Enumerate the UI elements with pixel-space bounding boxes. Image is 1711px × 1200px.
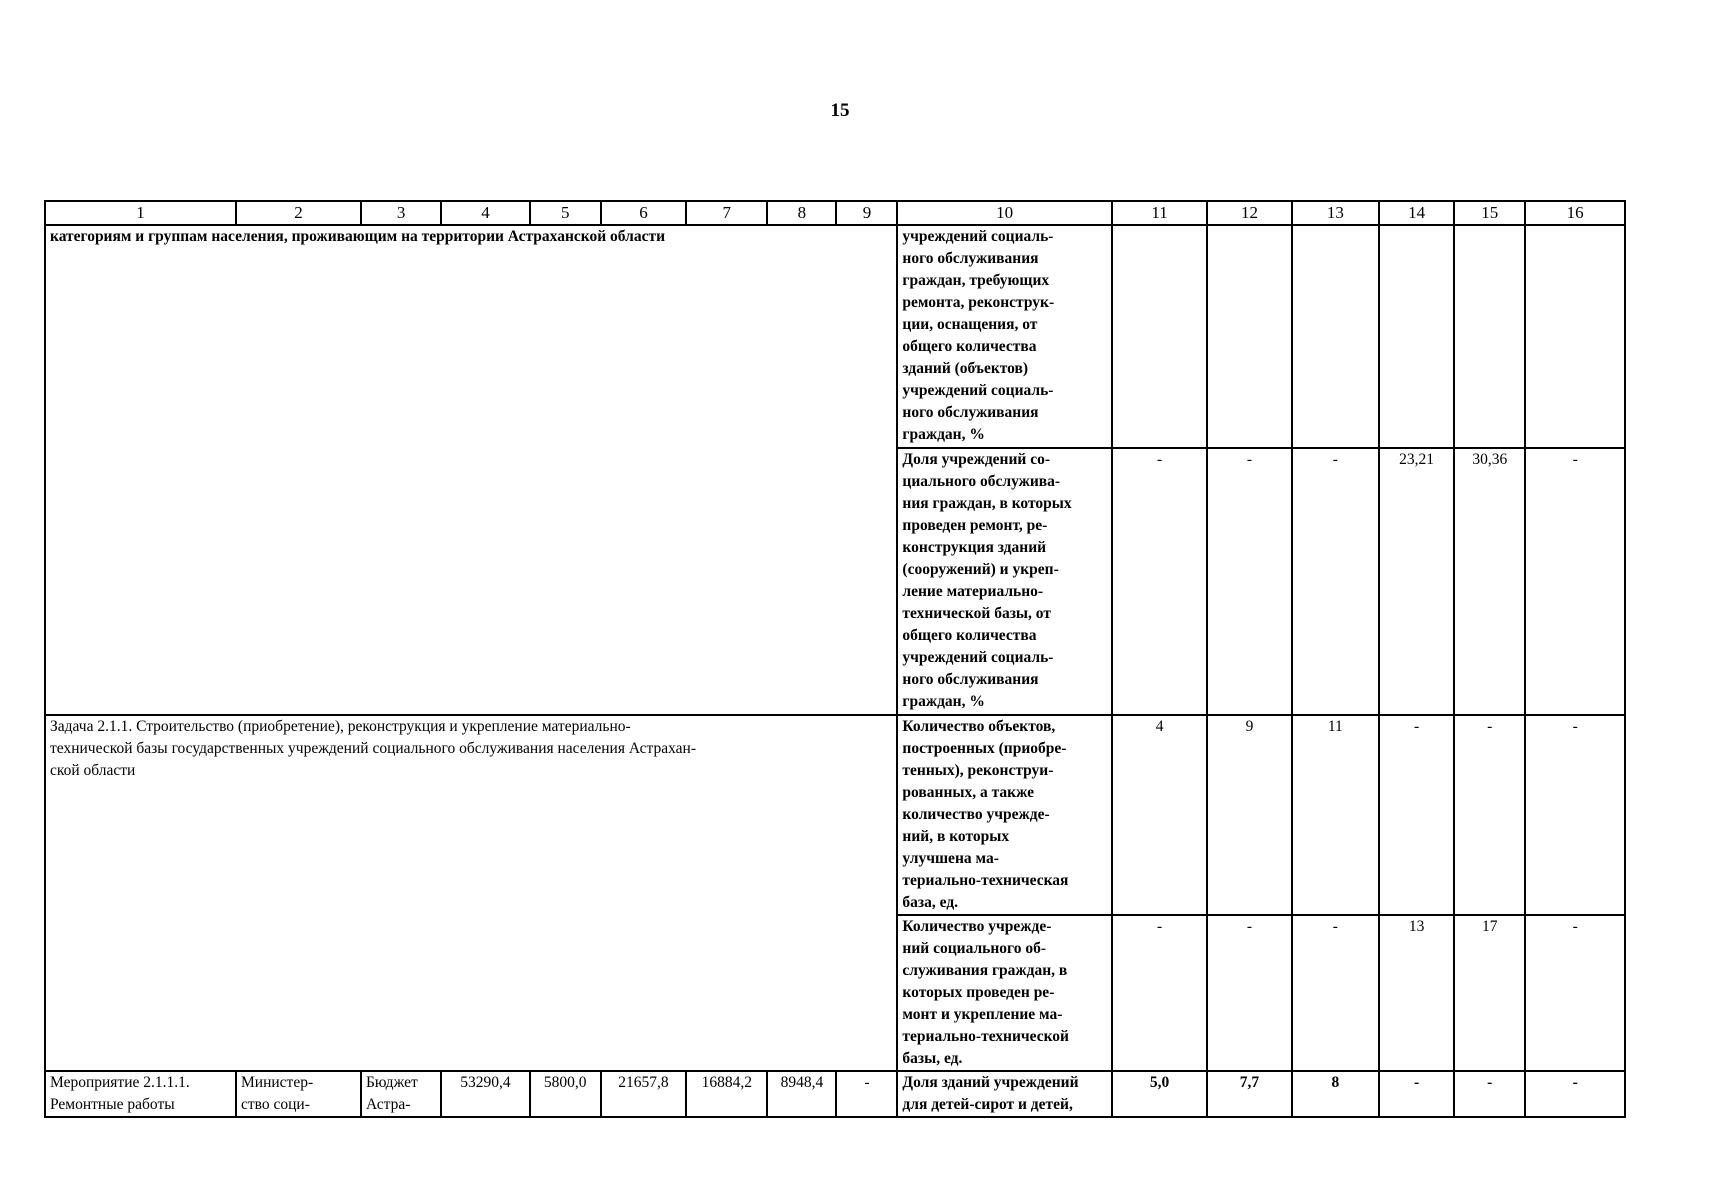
indicator-value: 4: [1112, 715, 1208, 915]
column-header: 3: [361, 201, 441, 225]
indicator-value: [1112, 225, 1208, 448]
indicator-value: -: [1292, 448, 1379, 715]
indicator-text: Количество учрежде- ний социального об- служивания граждан, в которых проведен ре- монт и укрепление ма- териально-технической базы, ед.: [897, 915, 1111, 1071]
indicator-value: [1454, 225, 1525, 448]
column-header: 14: [1379, 201, 1454, 225]
column-header: 11: [1112, 201, 1208, 225]
column-header: 5: [530, 201, 601, 225]
indicator-text: учреждений социаль- ного обслуживания граждан, требующих ремонта, реконструк- ции, оснащения, от общего количества зданий (объектов) учреждений социаль- ного обслуживания граждан, %: [897, 225, 1111, 448]
page-number: 15: [830, 100, 850, 121]
column-header: 13: [1292, 201, 1379, 225]
activity-amount: 16884,2: [686, 1071, 767, 1117]
indicator-value: -: [1525, 715, 1625, 915]
column-header: 16: [1525, 201, 1625, 225]
indicator-text: Количество объектов, построенных (приобре- тенных), реконструи- рованных, а также количество учрежде- ний, в которых улучшена ма- териально-техническая база, ед.: [897, 715, 1111, 915]
indicator-value: [1207, 225, 1291, 448]
indicator-value: -: [1112, 915, 1208, 1071]
activity-amount: 21657,8: [601, 1071, 686, 1117]
indicator-value: 13: [1379, 915, 1454, 1071]
indicator-value: -: [1207, 448, 1291, 715]
column-header: 2: [236, 201, 361, 225]
table-row-activity: [45, 1071, 1625, 1117]
indicator-value: -: [1379, 715, 1454, 915]
indicator-value: 9: [1207, 715, 1291, 915]
indicator-value: -: [1292, 915, 1379, 1071]
activity-amount: -: [836, 1071, 897, 1117]
activity-executor: Министер- ство соци-: [236, 1071, 361, 1117]
indicator-value: -: [1379, 1071, 1454, 1117]
activity-amount: 53290,4: [441, 1071, 529, 1117]
indicator-value: [1525, 225, 1625, 448]
program-table: [44, 200, 1626, 1118]
indicator-value: -: [1454, 1071, 1525, 1117]
indicator-value: -: [1112, 448, 1208, 715]
activity-name: Мероприятие 2.1.1.1. Ремонтные работы: [45, 1071, 236, 1117]
activity-funding-source: Бюджет Астра-: [361, 1071, 441, 1117]
column-header: 8: [767, 201, 836, 225]
column-header: 4: [441, 201, 529, 225]
indicator-value: 5,0: [1112, 1071, 1208, 1117]
indicator-value: 23,21: [1379, 448, 1454, 715]
indicator-value: -: [1454, 715, 1525, 915]
activity-amount: 5800,0: [530, 1071, 601, 1117]
column-header: 10: [897, 201, 1111, 225]
indicator-text: Доля зданий учреждений для детей-сирот и детей,: [897, 1071, 1111, 1117]
column-header: 7: [686, 201, 767, 225]
indicator-value: 30,36: [1454, 448, 1525, 715]
indicator-value: [1292, 225, 1379, 448]
column-header: 12: [1207, 201, 1291, 225]
indicator-value: 11: [1292, 715, 1379, 915]
column-header: 9: [836, 201, 897, 225]
activity-amount: 8948,4: [767, 1071, 836, 1117]
table-row: [45, 715, 1625, 915]
indicator-value: -: [1525, 915, 1625, 1071]
task-title: Задача 2.1.1. Строительство (приобретение), реконструкция и укрепление материально- технической базы государственных учреждений социального обслуживания населения Астрахан- ской области: [45, 715, 897, 1071]
indicator-value: 7,7: [1207, 1071, 1291, 1117]
column-header: 1: [45, 201, 236, 225]
section-title: категориям и группам населения, проживающим на территории Астраханской области: [45, 225, 897, 715]
indicator-value: 8: [1292, 1071, 1379, 1117]
indicator-value: 17: [1454, 915, 1525, 1071]
table-row: [45, 225, 1625, 448]
column-header: 15: [1454, 201, 1525, 225]
indicator-value: -: [1525, 448, 1625, 715]
indicator-value: [1379, 225, 1454, 448]
column-header: 6: [601, 201, 686, 225]
column-number-row: [45, 201, 1625, 225]
indicator-text: Доля учреждений со- циального обслужива- ния граждан, в которых проведен ремонт, ре- конструкция зданий (сооружений) и укреп- ление материально- технической базы, от общего количества учреждений социаль- ного обслуживания граждан, %: [897, 448, 1111, 715]
indicator-value: -: [1207, 915, 1291, 1071]
indicator-value: -: [1525, 1071, 1625, 1117]
